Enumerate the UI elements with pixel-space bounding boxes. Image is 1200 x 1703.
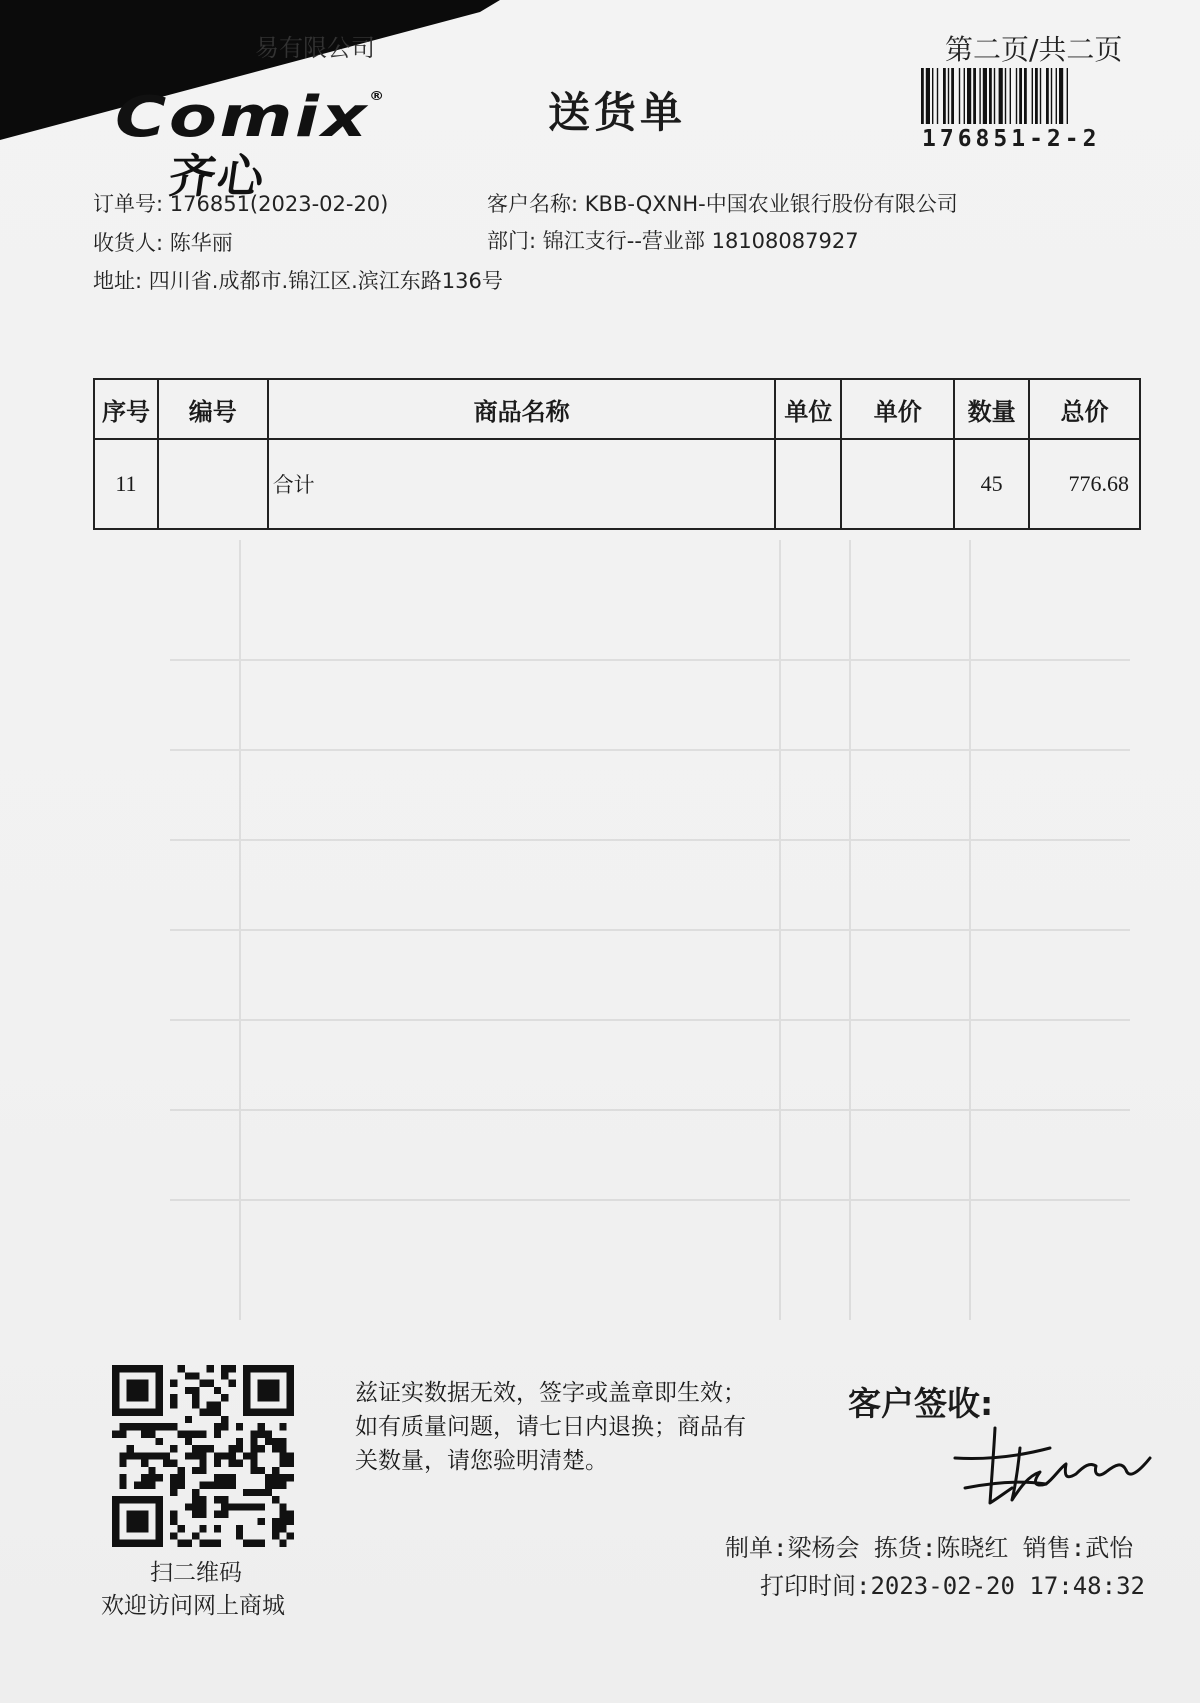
order-number — [93, 188, 388, 218]
logo-text: Comix — [115, 85, 370, 150]
comix-logo: Comix® 齐心 — [115, 90, 332, 146]
customer-signature-label: 客户签收: — [848, 1384, 994, 1423]
customer-name — [487, 188, 958, 218]
department-label: 部门: — [487, 229, 537, 253]
bleed-through-texture — [170, 540, 1130, 1320]
barcode-icon — [921, 68, 1133, 124]
department — [487, 225, 859, 255]
order-number-label: 订单号: — [93, 192, 164, 216]
qr-caption-mall: 欢迎访问网上商城 — [101, 1593, 285, 1619]
department-value: 锦江支行--营业部 18108087927 — [542, 229, 859, 253]
header-product-name: 商品名称 — [268, 379, 776, 439]
address — [93, 265, 503, 295]
header-code: 编号 — [158, 379, 268, 439]
order-number-value: 176851(2023-02-20) — [169, 192, 389, 216]
customer-name-label: 客户名称: — [487, 192, 579, 216]
print-time: 打印时间:2023-02-20 17:48:32 — [760, 1572, 1145, 1600]
receiver — [93, 227, 233, 257]
page-indicator: 第二页/共二页 — [945, 33, 1123, 66]
row-index: 11 — [94, 439, 158, 529]
document-title: 送货单 — [548, 88, 687, 137]
row-unit — [775, 439, 841, 529]
receiver-label: 收货人: — [93, 231, 164, 255]
header-unit: 单位 — [775, 379, 841, 439]
row-unit-price — [841, 439, 954, 529]
table-header-row — [94, 379, 1140, 439]
delivery-notice: 兹证实数据无效，签字或盖章即生效；如有质量问题，请七日内退换；商品有关数量，请您验明清楚。 — [355, 1380, 746, 1474]
header-index: 序号 — [94, 379, 158, 439]
address-label: 地址: — [93, 269, 143, 293]
header-quantity: 数量 — [954, 379, 1029, 439]
staff-line: 制单:梁杨会 拣货:陈晓红 销售:武怡 — [725, 1534, 1134, 1562]
row-total: 776.68 — [1029, 439, 1140, 529]
qr-code-icon — [112, 1365, 294, 1547]
row-quantity: 45 — [954, 439, 1029, 529]
logo-chinese: 齐心 — [165, 149, 270, 203]
receiver-value: 陈华丽 — [169, 231, 233, 255]
company-name: 易有限公司 — [255, 34, 375, 62]
row-code — [158, 439, 268, 529]
goods-table — [93, 378, 1141, 530]
header-total: 总价 — [1029, 379, 1140, 439]
customer-name-value: KBB-QXNH-中国农业银行股份有限公司 — [584, 192, 958, 216]
row-product-name: 合计 — [268, 439, 776, 529]
header-unit-price: 单价 — [841, 379, 954, 439]
table-row — [94, 439, 1140, 529]
qr-caption-scan: 扫二维码 — [150, 1560, 242, 1586]
barcode-number: 176851-2-2 — [922, 126, 1101, 152]
address-value: 四川省.成都市.锦江区.滨江东路136号 — [148, 269, 503, 293]
handwritten-signature — [950, 1418, 1170, 1518]
